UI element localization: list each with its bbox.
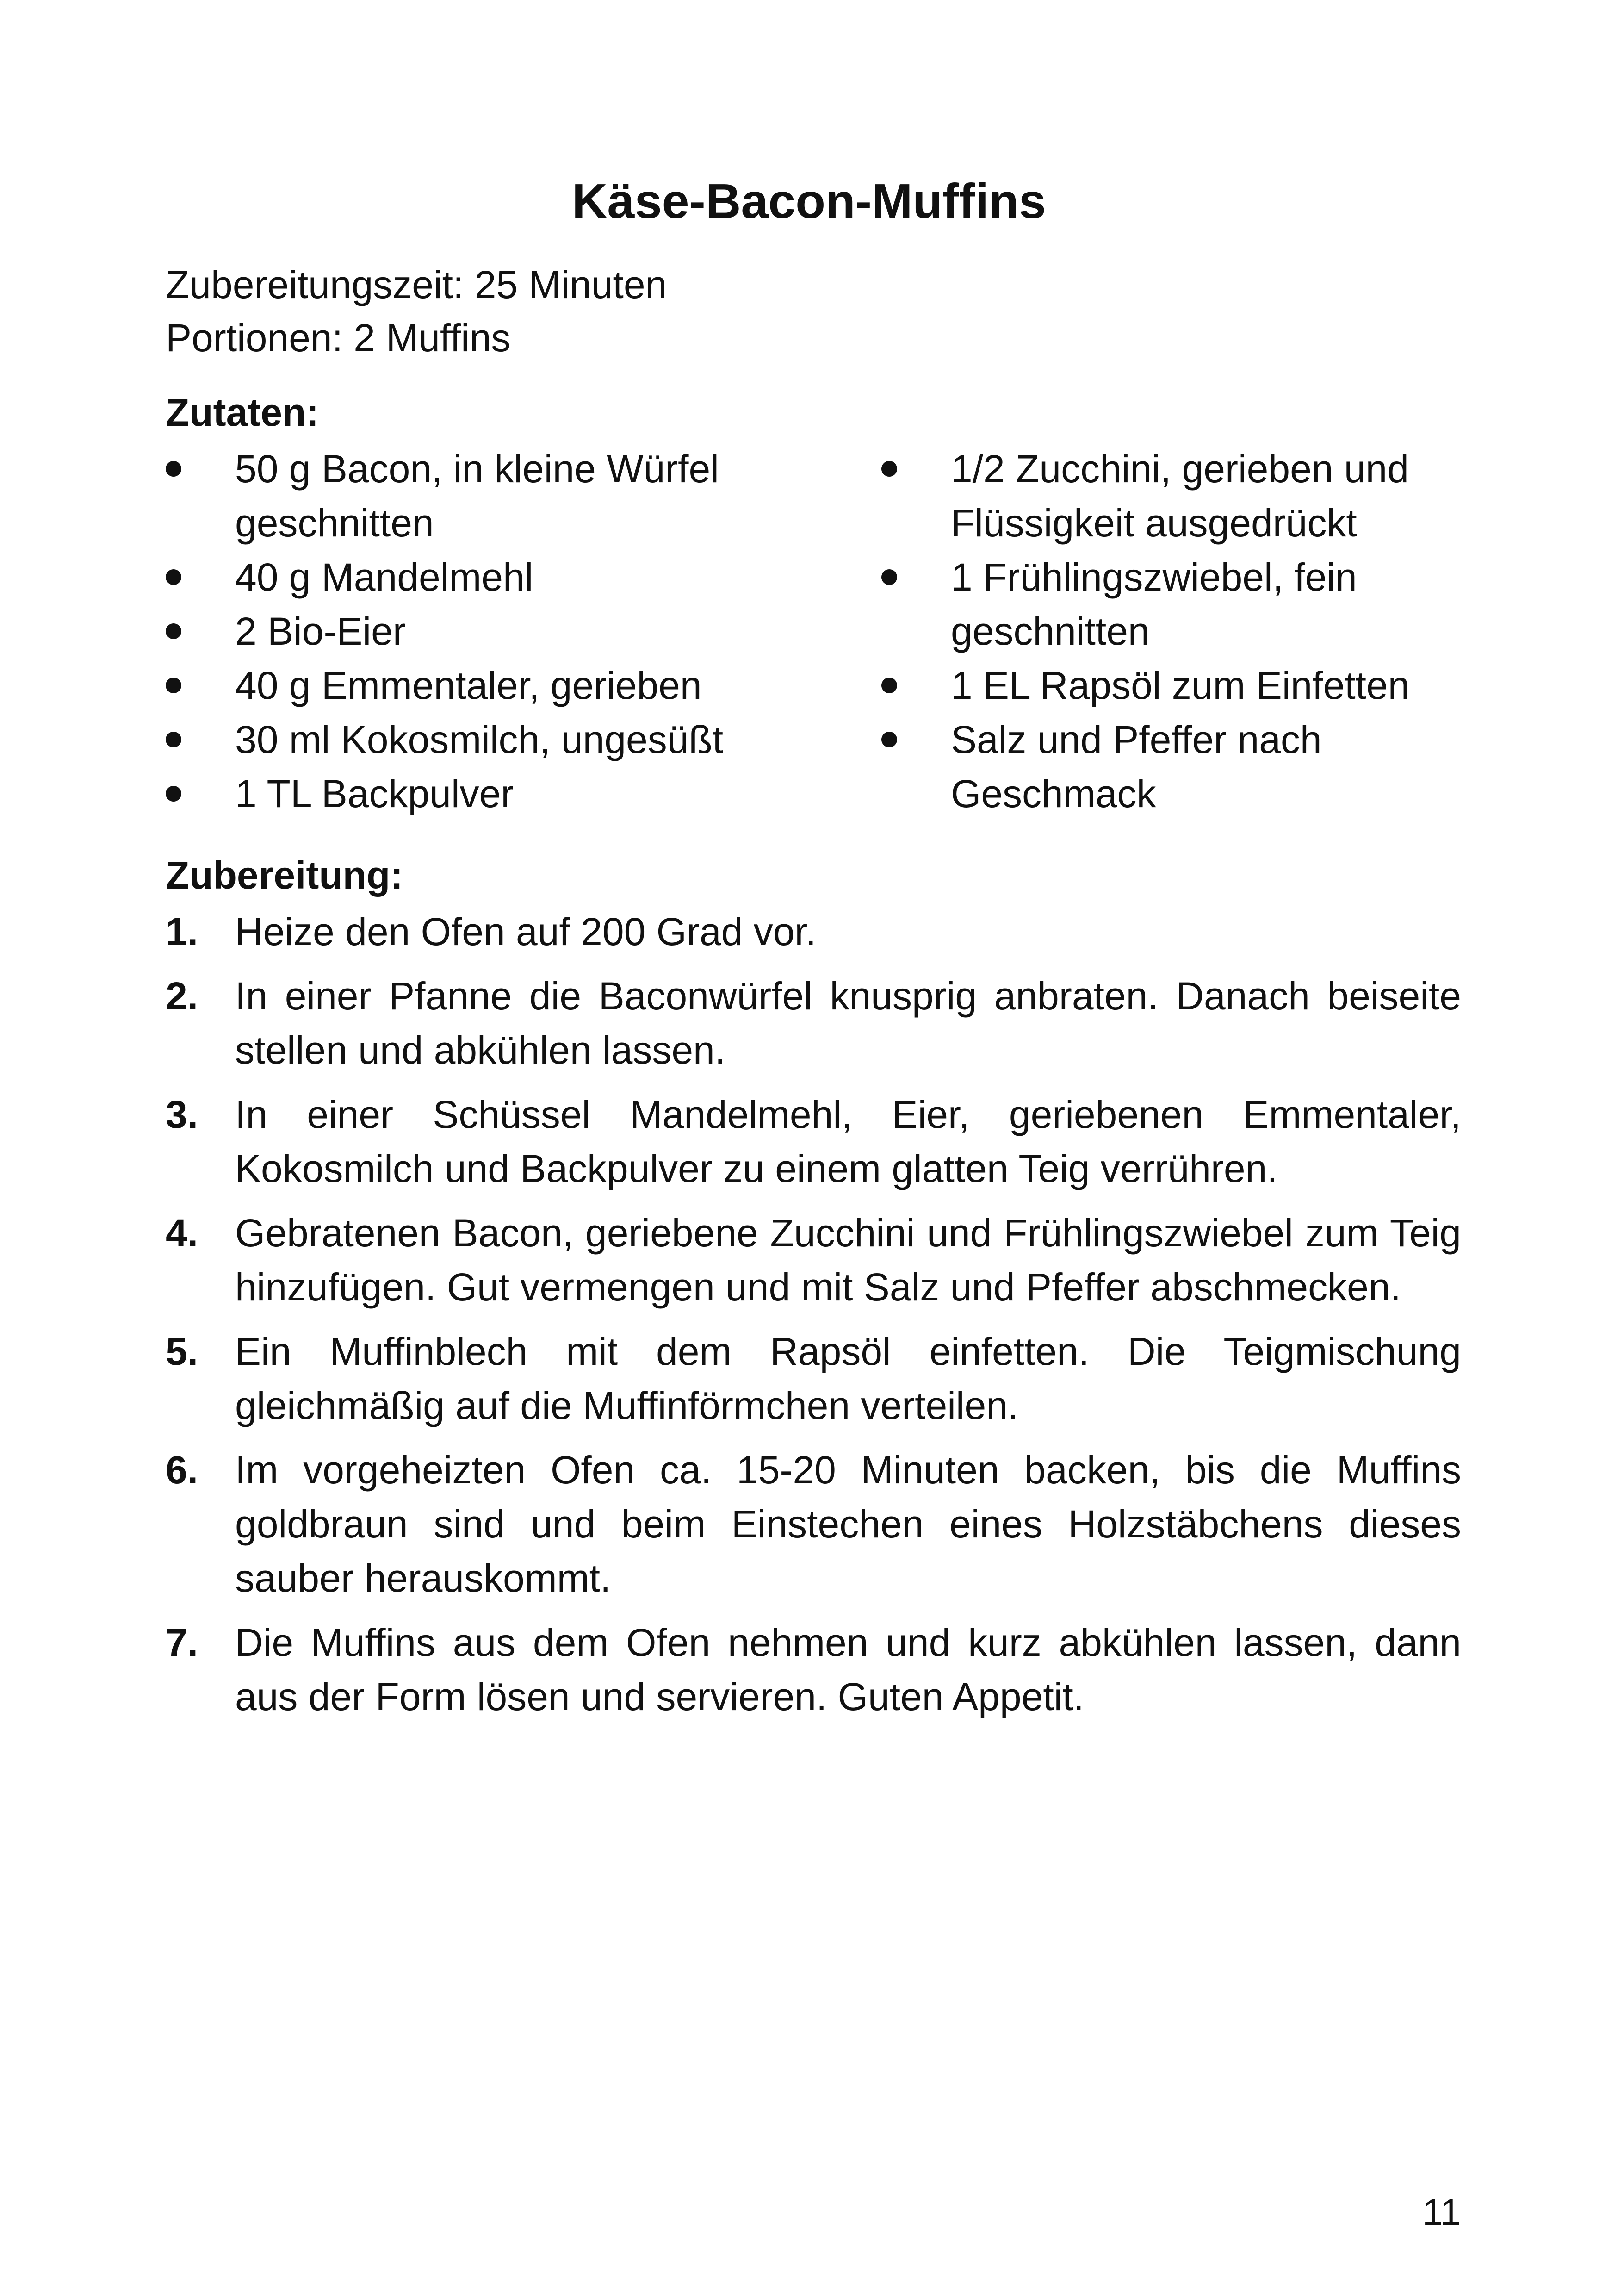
page-number: 11 <box>1422 2191 1461 2233</box>
step-number: 7. <box>166 1621 198 1664</box>
ingredient-text: 2 Bio-Eier <box>235 610 406 653</box>
bullet-icon <box>881 678 897 693</box>
ingredient-item <box>166 442 837 550</box>
bullet-icon <box>881 461 897 477</box>
recipe-title: Käse-Bacon-Muffins <box>572 174 1046 229</box>
ingredients-list-right <box>881 442 1506 821</box>
ingredient-item <box>881 659 1506 713</box>
step-item <box>166 969 1461 1077</box>
step-text: Die Muffins aus dem Ofen nehmen und kurz abkühlen lassen, dann aus der Form lösen und servieren. Guten Appetit. <box>235 1621 1461 1718</box>
ingredient-item <box>881 713 1506 821</box>
ingredient-item <box>166 659 837 713</box>
ingredient-item <box>881 442 1506 550</box>
step-item <box>166 1088 1461 1196</box>
ingredient-text: 40 g Emmentaler, gerieben <box>235 664 702 707</box>
step-item <box>166 1325 1461 1433</box>
step-number: 1. <box>166 910 198 953</box>
ingredient-text: Salz und Pfeffer nach Geschmack <box>951 718 1322 815</box>
step-item <box>166 905 1461 959</box>
ingredient-text: 1/2 Zucchini, gerieben und Flüssigkeit ausgedrückt <box>951 447 1409 545</box>
bullet-icon <box>166 732 181 747</box>
ingredient-item <box>166 550 837 604</box>
preparation-steps <box>166 905 1461 1734</box>
preparation-heading: Zubereitung: <box>166 853 403 897</box>
ingredient-item <box>881 550 1506 659</box>
step-number: 6. <box>166 1448 198 1492</box>
step-number: 5. <box>166 1330 198 1373</box>
step-text: Heize den Ofen auf 200 Grad vor. <box>235 910 817 953</box>
step-text: Im vorgeheizten Ofen ca. 15-20 Minuten backen, bis die Muffins goldbraun sind und beim Einstechen eines Holzstäbchens dieses sauber herauskommt. <box>235 1448 1461 1600</box>
step-text: In einer Pfanne die Baconwürfel knusprig anbraten. Danach beiseite stellen und abkühlen lassen. <box>235 974 1461 1072</box>
step-text: Gebratenen Bacon, geriebene Zucchini und Frühlingszwiebel zum Teig hinzufügen. Gut vermengen und mit Salz und Pfeffer abschmecken. <box>235 1211 1461 1309</box>
ingredient-item <box>166 713 837 767</box>
bullet-icon <box>166 786 181 802</box>
bullet-icon <box>166 623 181 639</box>
step-item <box>166 1616 1461 1724</box>
ingredient-text: 50 g Bacon, in kleine Würfel geschnitten <box>235 447 719 545</box>
ingredients-heading: Zutaten: <box>166 391 319 434</box>
step-text: In einer Schüssel Mandelmehl, Eier, geriebenen Emmentaler, Kokosmilch und Backpulver zu einem glatten Teig verrühren. <box>235 1093 1461 1190</box>
step-item <box>166 1206 1461 1314</box>
prep-time: Zubereitungszeit: 25 Minuten <box>166 263 667 306</box>
step-number: 2. <box>166 974 198 1018</box>
step-text: Ein Muffinblech mit dem Rapsöl einfetten. Die Teigmischung gleichmäßig auf die Muffinförmchen verteilen. <box>235 1330 1461 1427</box>
ingredient-item <box>166 767 837 821</box>
bullet-icon <box>166 461 181 477</box>
step-item <box>166 1443 1461 1605</box>
bullet-icon <box>881 732 897 747</box>
step-number: 3. <box>166 1093 198 1136</box>
ingredient-text: 1 EL Rapsöl zum Einfetten <box>951 664 1410 707</box>
ingredient-text: 1 Frühlingszwiebel, fein geschnitten <box>951 555 1357 653</box>
bullet-icon <box>881 569 897 585</box>
ingredient-text: 30 ml Kokosmilch, ungesüßt <box>235 718 724 761</box>
ingredient-text: 40 g Mandelmehl <box>235 555 533 599</box>
ingredients-list-left <box>166 442 837 821</box>
ingredient-text: 1 TL Backpulver <box>235 772 514 815</box>
bullet-icon <box>166 678 181 693</box>
portions: Portionen: 2 Muffins <box>166 316 511 360</box>
step-number: 4. <box>166 1211 198 1255</box>
ingredient-item <box>166 604 837 659</box>
bullet-icon <box>166 569 181 585</box>
